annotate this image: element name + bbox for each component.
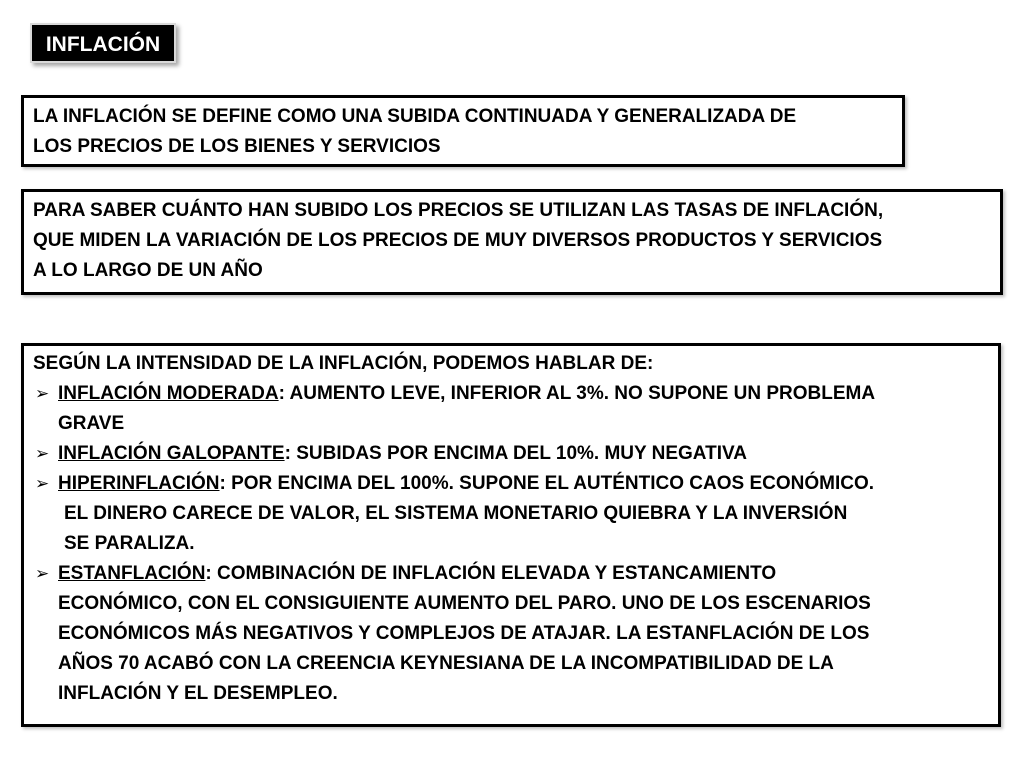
list-item-continuation: EL DINERO CARECE DE VALOR, EL SISTEMA MONETARIO QUIEBRA Y LA INVERSIÓN [64, 503, 848, 524]
definition-line: LA INFLACIÓN SE DEFINE COMO UNA SUBIDA CONTINUADA Y GENERALIZADA DE [33, 106, 797, 127]
list-item-continuation: SE PARALIZA. [64, 533, 195, 554]
inflation-types-box [21, 343, 1001, 727]
term-description: : COMBINACIÓN DE INFLACIÓN ELEVADA Y ESTANCAMIENTO [205, 563, 777, 584]
list-item-estanflacion [33, 559, 990, 589]
term-label: HIPERINFLACIÓN [58, 473, 220, 494]
arrow-bullet-icon: ➢ [35, 474, 50, 493]
measurement-line: QUE MIDEN LA VARIACIÓN DE LOS PRECIOS DE MUY DIVERSOS PRODUCTOS Y SERVICIOS [33, 230, 883, 251]
definition-line: LOS PRECIOS DE LOS BIENES Y SERVICIOS [33, 136, 441, 157]
list-item-continuation: AÑOS 70 ACABÓ CON LA CREENCIA KEYNESIANA DE LA INCOMPATIBILIDAD DE LA [58, 653, 834, 674]
list-item-continuation: ECONÓMICO, CON EL CONSIGUIENTE AUMENTO DEL PARO. UNO DE LOS ESCENARIOS [58, 593, 871, 614]
list-item-continuation: ECONÓMICOS MÁS NEGATIVOS Y COMPLEJOS DE ATAJAR. LA ESTANFLACIÓN DE LOS [58, 623, 870, 644]
term-label: INFLACIÓN GALOPANTE [58, 443, 285, 464]
arrow-bullet-icon: ➢ [35, 564, 50, 583]
term-label: ESTANFLACIÓN [58, 563, 206, 584]
list-item-moderada [33, 379, 990, 409]
list-item-hiperinflacion [33, 469, 990, 499]
measurement-line: PARA SABER CUÁNTO HAN SUBIDO LOS PRECIOS SE UTILIZAN LAS TASAS DE INFLACIÓN, [33, 200, 884, 221]
term-description: : POR ENCIMA DEL 100%. SUPONE EL AUTÉNTICO CAOS ECONÓMICO. [219, 473, 875, 494]
arrow-bullet-icon: ➢ [35, 384, 50, 403]
term-label: INFLACIÓN MODERADA [58, 383, 279, 404]
term-description: : AUMENTO LEVE, INFERIOR AL 3%. NO SUPONE UN PROBLEMA [278, 383, 876, 404]
list-item-continuation: GRAVE [58, 413, 125, 434]
definition-box [21, 95, 905, 167]
list-item-continuation: INFLACIÓN Y EL DESEMPLEO. [58, 683, 338, 704]
term-description: : SUBIDAS POR ENCIMA DEL 10%. MUY NEGATIVA [284, 443, 747, 464]
measurement-box [21, 189, 1003, 295]
arrow-bullet-icon: ➢ [35, 444, 50, 463]
types-intro: SEGÚN LA INTENSIDAD DE LA INFLACIÓN, PODEMOS HABLAR DE: [33, 353, 654, 374]
page-title: INFLACIÓN [30, 23, 176, 63]
measurement-line: A LO LARGO DE UN AÑO [33, 260, 263, 281]
list-item-galopante [33, 439, 990, 469]
